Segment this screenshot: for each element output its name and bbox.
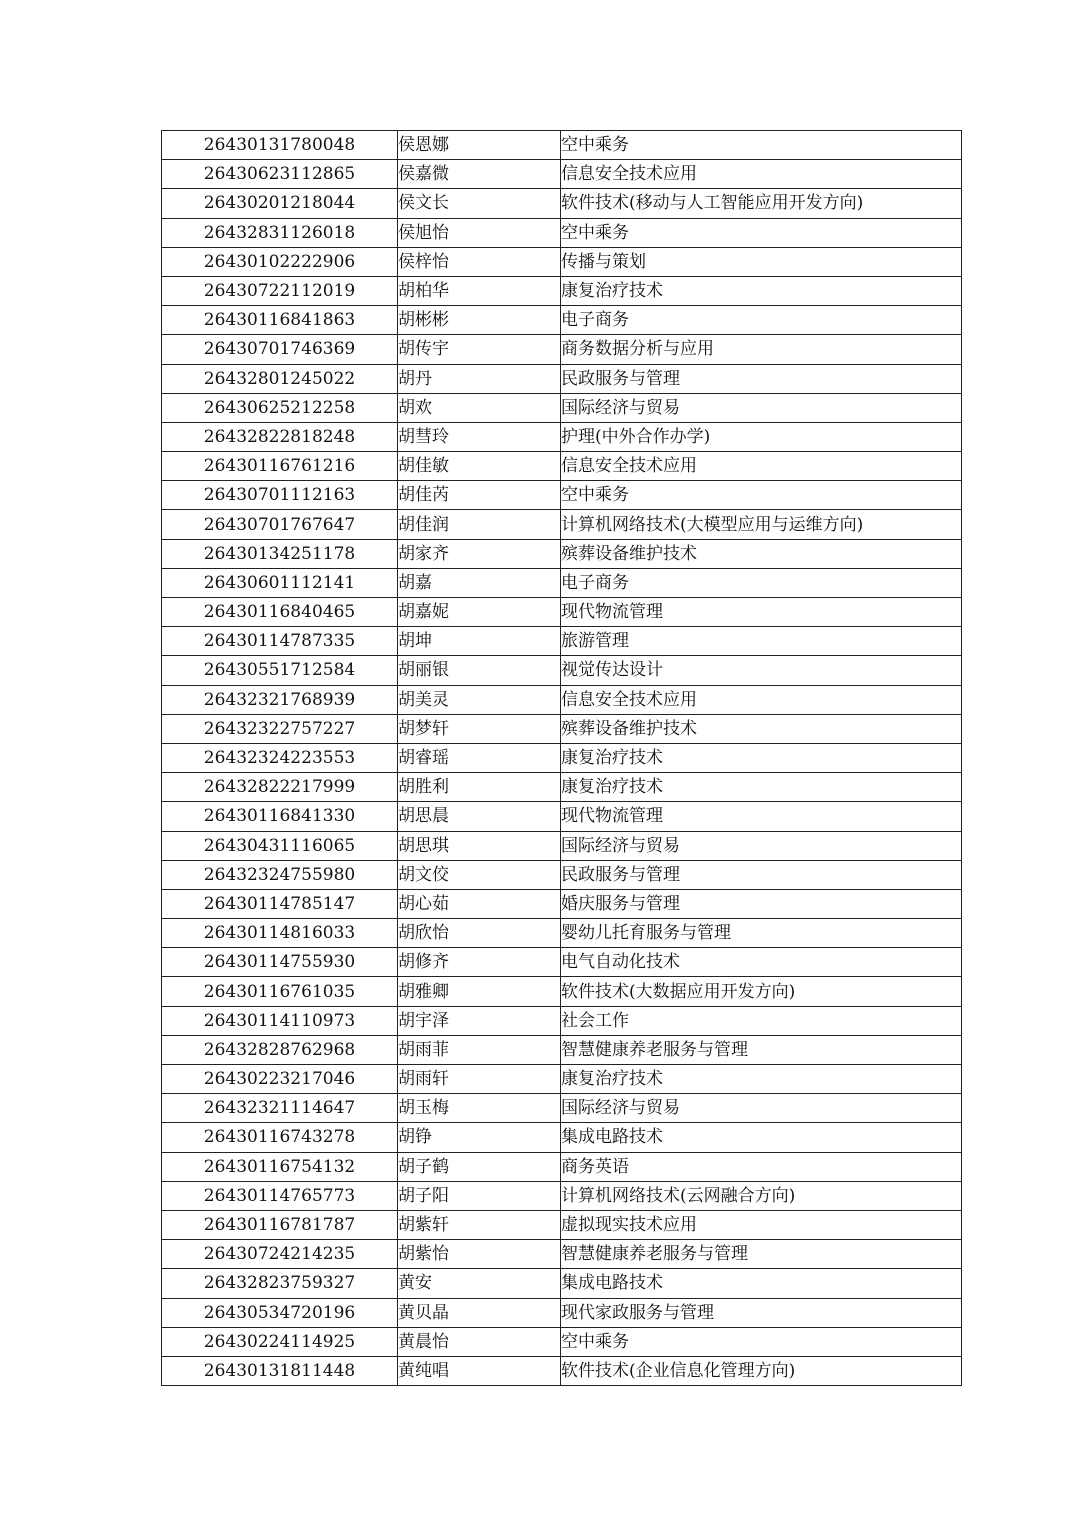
major-cell: 空中乘务: [561, 481, 962, 510]
table-row: [162, 802, 962, 831]
student-name-cell: 胡家齐: [398, 539, 561, 568]
student-name-cell: 胡欣怡: [398, 919, 561, 948]
roster-body: [162, 131, 962, 1386]
table-row: [162, 276, 962, 305]
table-row: [162, 568, 962, 597]
major-cell: 婚庆服务与管理: [561, 889, 962, 918]
exam-number-cell: 26430114765773: [162, 1181, 398, 1210]
major-cell: 软件技术(移动与人工智能应用开发方向): [561, 189, 962, 218]
student-name-cell: 胡雨菲: [398, 1035, 561, 1064]
major-cell: 信息安全技术应用: [561, 685, 962, 714]
exam-number-cell: 26432324755980: [162, 860, 398, 889]
exam-number-cell: 26430116761035: [162, 977, 398, 1006]
student-name-cell: 黄晨怡: [398, 1327, 561, 1356]
student-name-cell: 胡睿瑶: [398, 743, 561, 772]
exam-number-cell: 26430625212258: [162, 393, 398, 422]
exam-number-cell: 26430724214235: [162, 1240, 398, 1269]
major-cell: 空中乘务: [561, 131, 962, 160]
major-cell: 虚拟现实技术应用: [561, 1210, 962, 1239]
major-cell: 国际经济与贸易: [561, 1094, 962, 1123]
exam-number-cell: 26430116743278: [162, 1123, 398, 1152]
major-cell: 康复治疗技术: [561, 1065, 962, 1094]
student-name-cell: 胡彗玲: [398, 422, 561, 451]
student-name-cell: 胡思琪: [398, 831, 561, 860]
major-cell: 商务数据分析与应用: [561, 335, 962, 364]
table-row: [162, 598, 962, 627]
table-row: [162, 1152, 962, 1181]
major-cell: 集成电路技术: [561, 1123, 962, 1152]
student-name-cell: 侯文长: [398, 189, 561, 218]
major-cell: 软件技术(大数据应用开发方向): [561, 977, 962, 1006]
major-cell: 康复治疗技术: [561, 773, 962, 802]
student-name-cell: 胡佳敏: [398, 452, 561, 481]
table-row: [162, 656, 962, 685]
table-row: [162, 1181, 962, 1210]
student-name-cell: 侯旭怡: [398, 218, 561, 247]
table-row: [162, 247, 962, 276]
exam-number-cell: 26432828762968: [162, 1035, 398, 1064]
major-cell: 电子商务: [561, 568, 962, 597]
exam-number-cell: 26432321768939: [162, 685, 398, 714]
exam-number-cell: 26430701767647: [162, 510, 398, 539]
exam-number-cell: 26430601112141: [162, 568, 398, 597]
table-row: [162, 889, 962, 918]
major-cell: 现代物流管理: [561, 598, 962, 627]
student-name-cell: 胡紫轩: [398, 1210, 561, 1239]
table-row: [162, 1327, 962, 1356]
major-cell: 国际经济与贸易: [561, 393, 962, 422]
student-name-cell: 胡丽银: [398, 656, 561, 685]
exam-number-cell: 26430551712584: [162, 656, 398, 685]
student-name-cell: 胡雨轩: [398, 1065, 561, 1094]
student-name-cell: 胡坤: [398, 627, 561, 656]
major-cell: 现代家政服务与管理: [561, 1298, 962, 1327]
table-row: [162, 919, 962, 948]
major-cell: 殡葬设备维护技术: [561, 539, 962, 568]
major-cell: 婴幼儿托育服务与管理: [561, 919, 962, 948]
exam-number-cell: 26430224114925: [162, 1327, 398, 1356]
student-name-cell: 胡彬彬: [398, 306, 561, 335]
major-cell: 集成电路技术: [561, 1269, 962, 1298]
exam-number-cell: 26430114816033: [162, 919, 398, 948]
exam-number-cell: 26430102222906: [162, 247, 398, 276]
major-cell: 电子商务: [561, 306, 962, 335]
exam-number-cell: 26430116841863: [162, 306, 398, 335]
student-name-cell: 胡子阳: [398, 1181, 561, 1210]
student-name-cell: 黄安: [398, 1269, 561, 1298]
exam-number-cell: 26430701746369: [162, 335, 398, 364]
student-name-cell: 胡欢: [398, 393, 561, 422]
student-name-cell: 胡宇泽: [398, 1006, 561, 1035]
student-name-cell: 胡修齐: [398, 948, 561, 977]
table-row: [162, 1006, 962, 1035]
major-cell: 信息安全技术应用: [561, 160, 962, 189]
exam-number-cell: 26430114787335: [162, 627, 398, 656]
table-row: [162, 627, 962, 656]
student-name-cell: 胡胜利: [398, 773, 561, 802]
exam-number-cell: 26430134251178: [162, 539, 398, 568]
student-name-cell: 胡思晨: [398, 802, 561, 831]
major-cell: 旅游管理: [561, 627, 962, 656]
table-row: [162, 1210, 962, 1239]
student-name-cell: 胡心茹: [398, 889, 561, 918]
exam-number-cell: 26432801245022: [162, 364, 398, 393]
table-row: [162, 1298, 962, 1327]
major-cell: 信息安全技术应用: [561, 452, 962, 481]
student-name-cell: 胡佳润: [398, 510, 561, 539]
table-row: [162, 1094, 962, 1123]
table-row: [162, 1356, 962, 1385]
student-name-cell: 胡丹: [398, 364, 561, 393]
major-cell: 康复治疗技术: [561, 743, 962, 772]
major-cell: 智慧健康养老服务与管理: [561, 1240, 962, 1269]
exam-number-cell: 26430116841330: [162, 802, 398, 831]
student-name-cell: 黄纯唱: [398, 1356, 561, 1385]
major-cell: 计算机网络技术(云网融合方向): [561, 1181, 962, 1210]
student-name-cell: 胡梦轩: [398, 714, 561, 743]
exam-number-cell: 26432823759327: [162, 1269, 398, 1298]
major-cell: 电气自动化技术: [561, 948, 962, 977]
student-name-cell: 胡文佼: [398, 860, 561, 889]
student-name-cell: 胡子鹤: [398, 1152, 561, 1181]
table-row: [162, 977, 962, 1006]
exam-number-cell: 26432321114647: [162, 1094, 398, 1123]
major-cell: 计算机网络技术(大模型应用与运维方向): [561, 510, 962, 539]
table-row: [162, 393, 962, 422]
major-cell: 护理(中外合作办学): [561, 422, 962, 451]
table-row: [162, 685, 962, 714]
table-row: [162, 218, 962, 247]
table-row: [162, 160, 962, 189]
exam-number-cell: 26430131811448: [162, 1356, 398, 1385]
exam-number-cell: 26430701112163: [162, 481, 398, 510]
exam-number-cell: 26432822818248: [162, 422, 398, 451]
table-row: [162, 1035, 962, 1064]
student-name-cell: 侯梓怡: [398, 247, 561, 276]
exam-number-cell: 26430116754132: [162, 1152, 398, 1181]
table-row: [162, 948, 962, 977]
exam-number-cell: 26432822217999: [162, 773, 398, 802]
major-cell: 康复治疗技术: [561, 276, 962, 305]
exam-number-cell: 26430131780048: [162, 131, 398, 160]
major-cell: 殡葬设备维护技术: [561, 714, 962, 743]
exam-number-cell: 26430201218044: [162, 189, 398, 218]
student-name-cell: 胡嘉: [398, 568, 561, 597]
table-row: [162, 306, 962, 335]
major-cell: 国际经济与贸易: [561, 831, 962, 860]
table-row: [162, 1269, 962, 1298]
exam-number-cell: 26430114785147: [162, 889, 398, 918]
student-name-cell: 胡雅卿: [398, 977, 561, 1006]
table-row: [162, 743, 962, 772]
student-name-cell: 胡传宇: [398, 335, 561, 364]
exam-number-cell: 26430223217046: [162, 1065, 398, 1094]
table-row: [162, 422, 962, 451]
student-name-cell: 胡嘉妮: [398, 598, 561, 627]
student-roster-table: [161, 130, 962, 1386]
table-row: [162, 714, 962, 743]
exam-number-cell: 26430114110973: [162, 1006, 398, 1035]
major-cell: 社会工作: [561, 1006, 962, 1035]
exam-number-cell: 26430114755930: [162, 948, 398, 977]
table-row: [162, 131, 962, 160]
student-name-cell: 胡佳芮: [398, 481, 561, 510]
major-cell: 智慧健康养老服务与管理: [561, 1035, 962, 1064]
major-cell: 软件技术(企业信息化管理方向): [561, 1356, 962, 1385]
major-cell: 现代物流管理: [561, 802, 962, 831]
exam-number-cell: 26430116840465: [162, 598, 398, 627]
exam-number-cell: 26430534720196: [162, 1298, 398, 1327]
student-name-cell: 黄贝晶: [398, 1298, 561, 1327]
table-row: [162, 1065, 962, 1094]
exam-number-cell: 26432322757227: [162, 714, 398, 743]
table-row: [162, 1240, 962, 1269]
student-name-cell: 胡美灵: [398, 685, 561, 714]
student-name-cell: 胡紫怡: [398, 1240, 561, 1269]
table-row: [162, 539, 962, 568]
exam-number-cell: 26432324223553: [162, 743, 398, 772]
major-cell: 民政服务与管理: [561, 364, 962, 393]
table-row: [162, 860, 962, 889]
exam-number-cell: 26430116781787: [162, 1210, 398, 1239]
major-cell: 传播与策划: [561, 247, 962, 276]
table-row: [162, 831, 962, 860]
table-row: [162, 452, 962, 481]
major-cell: 空中乘务: [561, 218, 962, 247]
exam-number-cell: 26432831126018: [162, 218, 398, 247]
table-row: [162, 1123, 962, 1152]
student-name-cell: 胡玉梅: [398, 1094, 561, 1123]
table-row: [162, 364, 962, 393]
table-row: [162, 189, 962, 218]
major-cell: 民政服务与管理: [561, 860, 962, 889]
student-name-cell: 侯嘉微: [398, 160, 561, 189]
table-row: [162, 510, 962, 539]
table-row: [162, 335, 962, 364]
student-name-cell: 胡柏华: [398, 276, 561, 305]
exam-number-cell: 26430431116065: [162, 831, 398, 860]
major-cell: 视觉传达设计: [561, 656, 962, 685]
major-cell: 空中乘务: [561, 1327, 962, 1356]
exam-number-cell: 26430116761216: [162, 452, 398, 481]
major-cell: 商务英语: [561, 1152, 962, 1181]
exam-number-cell: 26430722112019: [162, 276, 398, 305]
table-row: [162, 481, 962, 510]
table-row: [162, 773, 962, 802]
student-name-cell: 侯恩娜: [398, 131, 561, 160]
student-name-cell: 胡铮: [398, 1123, 561, 1152]
exam-number-cell: 26430623112865: [162, 160, 398, 189]
